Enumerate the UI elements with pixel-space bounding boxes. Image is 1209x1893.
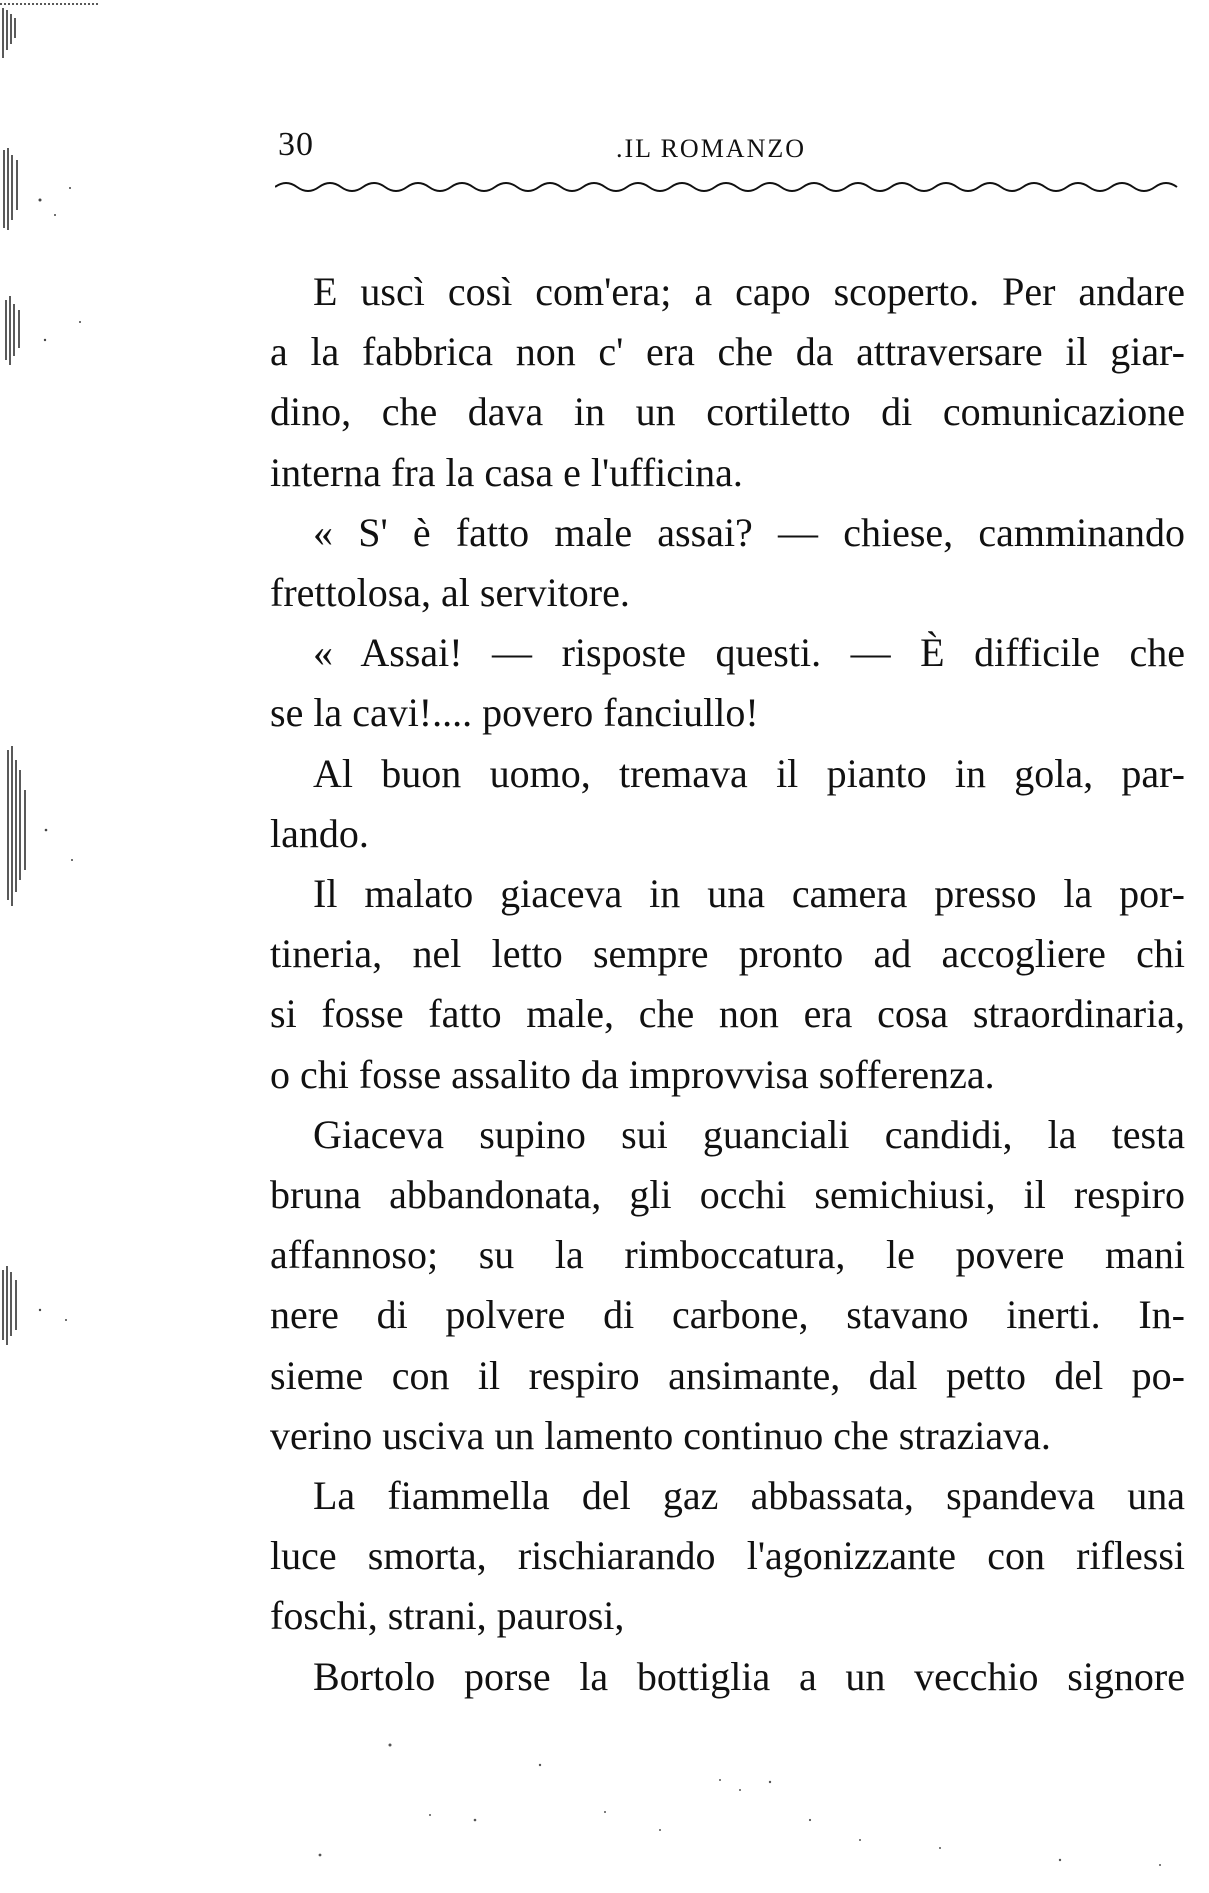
text-line: Giaceva supino sui guanciali candidi, la testa (313, 1111, 1185, 1157)
text-line: Al buon uomo, tremava il pianto in gola, par- (313, 750, 1185, 796)
text-line: luce smorta, rischiarando l'agonizzante con riflessi (270, 1533, 1185, 1579)
text-line: si fosse fatto male, che non era cosa straordinaria, (270, 991, 1185, 1037)
text-line: « S' è fatto male assai? — chiese, camminando (313, 509, 1185, 555)
paragraph (270, 744, 1185, 864)
text-line: tineria, nel letto sempre pronto ad accogliere chi (270, 931, 1185, 977)
scan-margin-marks (0, 0, 100, 1893)
text-line: E uscì così com'era; a capo scoperto. Per andare (313, 269, 1185, 314)
body-text (270, 262, 1185, 1707)
text-line: se la cavi!.... povero fanciullo! (270, 690, 759, 736)
text-line: foschi, strani, paurosi, (270, 1593, 625, 1639)
paragraph (270, 1105, 1185, 1466)
paragraph (270, 623, 1185, 743)
text-line: frettolosa, al servitore. (270, 570, 630, 616)
text-line: dino, che dava in un cortiletto di comunicazione (270, 389, 1185, 435)
paragraph (270, 1647, 1185, 1707)
text-line: La fiammella del gaz abbassata, spandeva una (313, 1473, 1185, 1519)
text-line: sieme con il respiro ansimante, dal petto del po- (270, 1352, 1185, 1398)
running-title: .IL ROMANZO (616, 134, 807, 163)
paragraph (270, 864, 1185, 1105)
text-line: Il malato giaceva in una camera presso la por- (313, 871, 1185, 917)
text-line: interna fra la casa e l'ufficina. (270, 449, 743, 495)
paragraph (270, 503, 1185, 623)
paragraph (270, 1466, 1185, 1647)
scan-noise (300, 1720, 1180, 1870)
page-number: 30 (278, 126, 314, 163)
text-line: a la fabbrica non c' era che da attraversare il giar- (270, 329, 1185, 375)
page-header (270, 126, 1180, 166)
text-line: bruna abbandonata, gli occhi semichiusi, il respiro (270, 1172, 1185, 1218)
text-line: nere di polvere di carbone, stavano inerti. In- (270, 1292, 1185, 1338)
text-line: lando. (270, 810, 369, 856)
paragraph (270, 262, 1185, 503)
text-line: o chi fosse assalito da improvvisa sofferenza. (270, 1051, 995, 1097)
text-line: « Assai! — risposte questi. — È difficile che (313, 630, 1185, 676)
text-line: Bortolo porse la bottiglia a un vecchio signore (313, 1653, 1185, 1699)
text-line: affannoso; su la rimboccatura, le povere mani (270, 1232, 1185, 1278)
header-wavy-rule (275, 178, 1180, 196)
text-line: verino usciva un lamento continuo che straziava. (270, 1412, 1051, 1458)
